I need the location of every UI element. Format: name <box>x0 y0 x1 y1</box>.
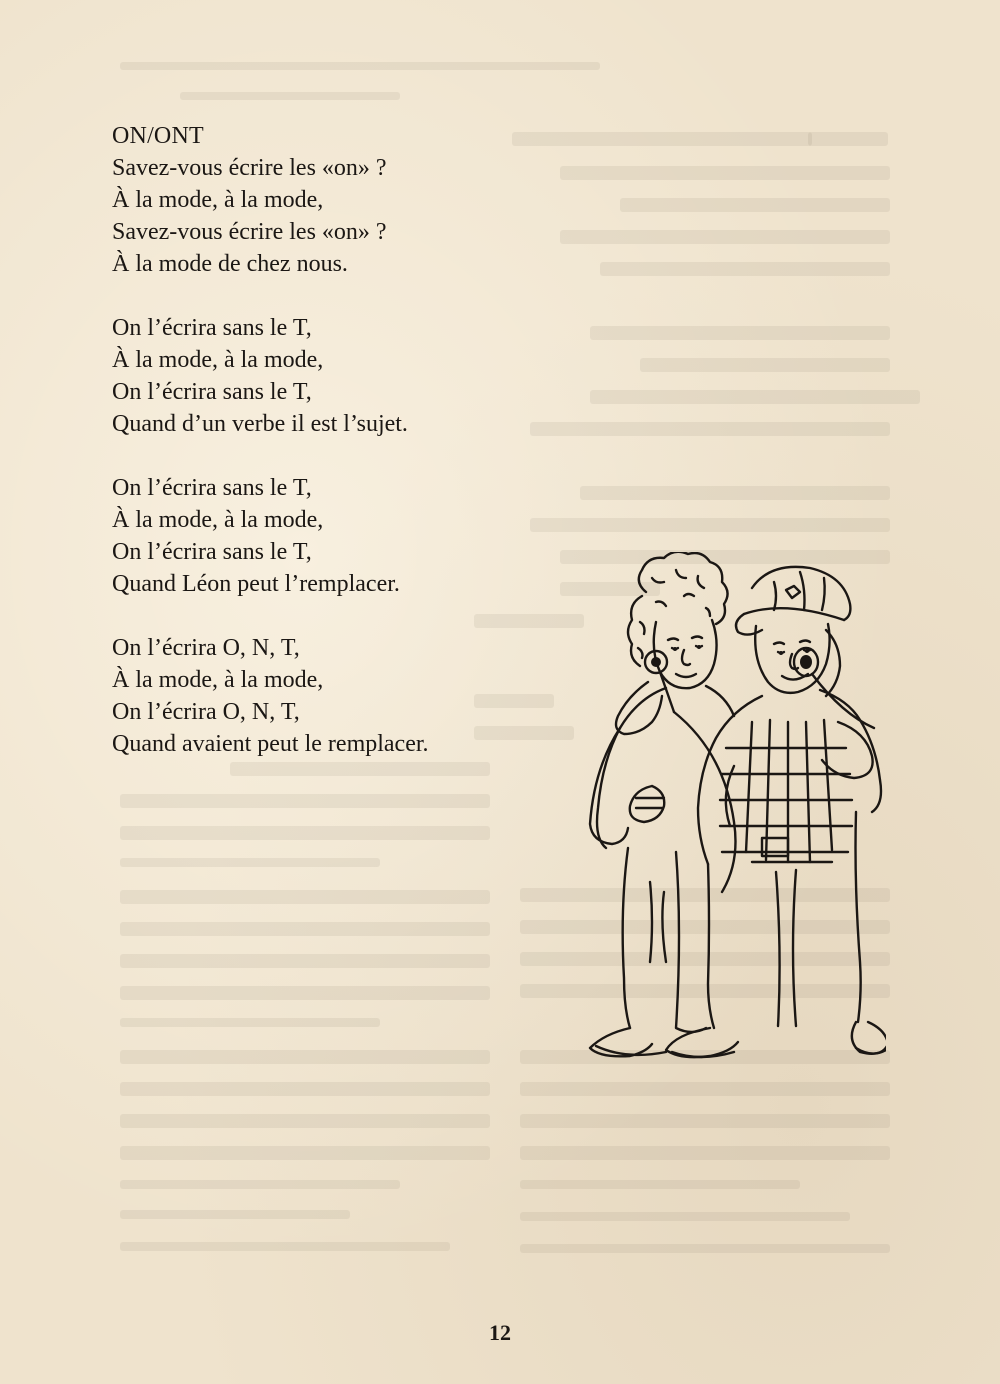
stanza-4 <box>112 632 582 760</box>
stanza-3 <box>112 472 582 600</box>
poem-line: On l’écrira O, N, T, <box>112 635 300 661</box>
poem-line: À la mode, à la mode, <box>112 347 324 373</box>
page-number: 12 <box>489 1320 511 1345</box>
poem-line: On l’écrira sans le T, <box>112 475 312 501</box>
poem-line: À la mode, à la mode, <box>112 667 324 693</box>
poem-line: On l’écrira sans le T, <box>112 379 312 405</box>
poem-title: ON/ONT <box>112 123 204 149</box>
poem-line: On l’écrira sans le T, <box>112 315 312 341</box>
poem <box>112 120 582 792</box>
poem-line: Quand d’un verbe il est l’sujet. <box>112 411 408 437</box>
stanza-1 <box>112 120 582 280</box>
poem-line: Quand avaient peut le remplacer. <box>112 731 429 757</box>
poem-line: On l’écrira sans le T, <box>112 539 312 565</box>
poem-line: À la mode de chez nous. <box>112 251 348 277</box>
poem-line: On l’écrira O, N, T, <box>112 699 300 725</box>
poem-line: À la mode, à la mode, <box>112 507 324 533</box>
poem-line: À la mode, à la mode, <box>112 187 324 213</box>
poem-line: Savez-vous écrire les «on» ? <box>112 219 387 245</box>
two-singers-with-microphones-illustration <box>556 552 886 1072</box>
poem-line: Savez-vous écrire les «on» ? <box>112 155 387 181</box>
poem-line: Quand Léon peut l’remplacer. <box>112 571 400 597</box>
stanza-2 <box>112 312 582 440</box>
